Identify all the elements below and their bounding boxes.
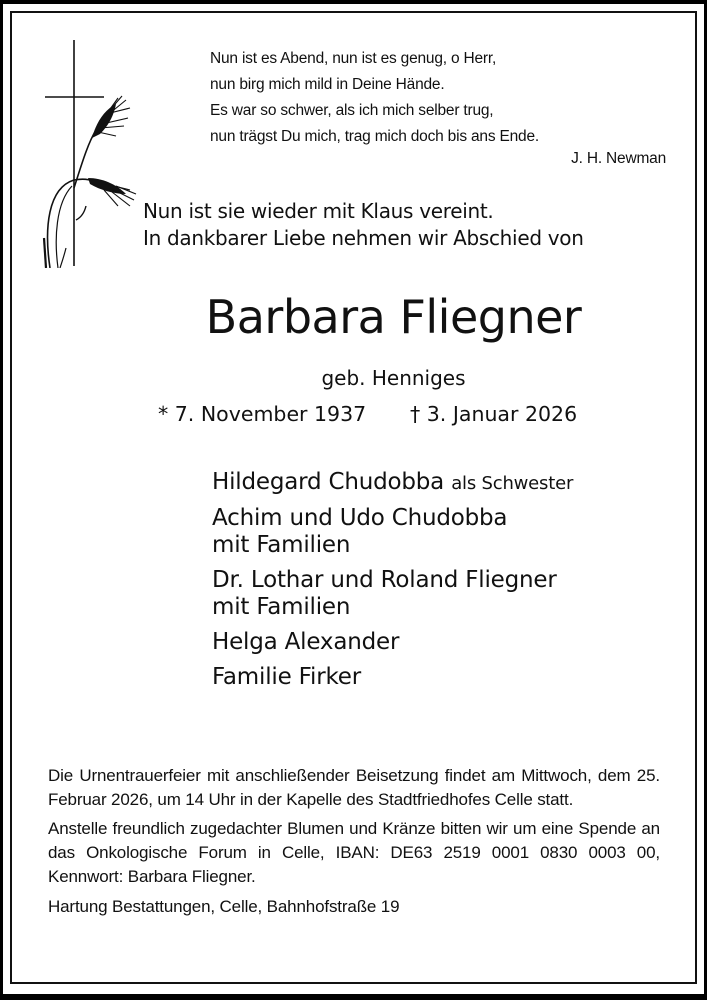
mourner-entry: mit Familien bbox=[212, 594, 351, 620]
motto-line: nun trägst Du mich, trag mich doch bis ans Ende. bbox=[210, 128, 539, 145]
maiden-name: geb. Henniges bbox=[321, 366, 466, 390]
mourner-entry: mit Familien bbox=[212, 532, 351, 558]
death-date: † 3. Januar 2026 bbox=[410, 402, 578, 426]
cross-with-wheat-icon bbox=[30, 38, 150, 268]
intro-text bbox=[143, 198, 584, 252]
mourner-relation: als Schwester bbox=[451, 473, 574, 494]
mourner-entry: Dr. Lothar und Roland Fliegner bbox=[212, 567, 557, 593]
mourner-entry: Achim und Udo Chudobba bbox=[212, 505, 508, 531]
mourner-entry: Helga Alexander bbox=[212, 629, 400, 655]
intro-line-2: In dankbarer Liebe nehmen wir Abschied von bbox=[143, 226, 584, 250]
mourner-entry: Familie Firker bbox=[212, 664, 361, 690]
mourner-entry bbox=[212, 465, 573, 501]
donation-info: Anstelle freundlich zugedachter Blumen und Kränze bitten wir um eine Spende an das Onkologische Forum in Celle, IBAN: DE63 2519 0001 0830 0003 00, Kennwort: Barbara Fliegner. bbox=[48, 819, 660, 886]
life-dates bbox=[158, 402, 578, 426]
motto-poem bbox=[210, 46, 690, 167]
motto-line: Nun ist es Abend, nun ist es genug, o Herr, bbox=[210, 50, 497, 67]
ceremony-info: Die Urnentrauerfeier mit anschließender Beisetzung findet am Mittwoch, dem 25. Februar 2026, um 14 Uhr in der Kapelle des Stadtfriedhofes Celle statt. bbox=[48, 766, 660, 809]
deceased-name: Barbara Fliegner bbox=[205, 290, 582, 344]
funeral-notice bbox=[48, 764, 660, 919]
mourner-name: Hildegard Chudobba bbox=[212, 469, 445, 495]
funeral-home: Hartung Bestattungen, Celle, Bahnhofstraße 19 bbox=[48, 897, 400, 916]
motto-author: J. H. Newman bbox=[571, 150, 666, 167]
birth-date: * 7. November 1937 bbox=[158, 402, 367, 426]
motto-line: nun birg mich mild in Deine Hände. bbox=[210, 76, 445, 93]
motto-line: Es war so schwer, als ich mich selber trug, bbox=[210, 102, 494, 119]
mourners-list bbox=[212, 465, 573, 695]
intro-line-1: Nun ist sie wieder mit Klaus vereint. bbox=[143, 199, 494, 223]
